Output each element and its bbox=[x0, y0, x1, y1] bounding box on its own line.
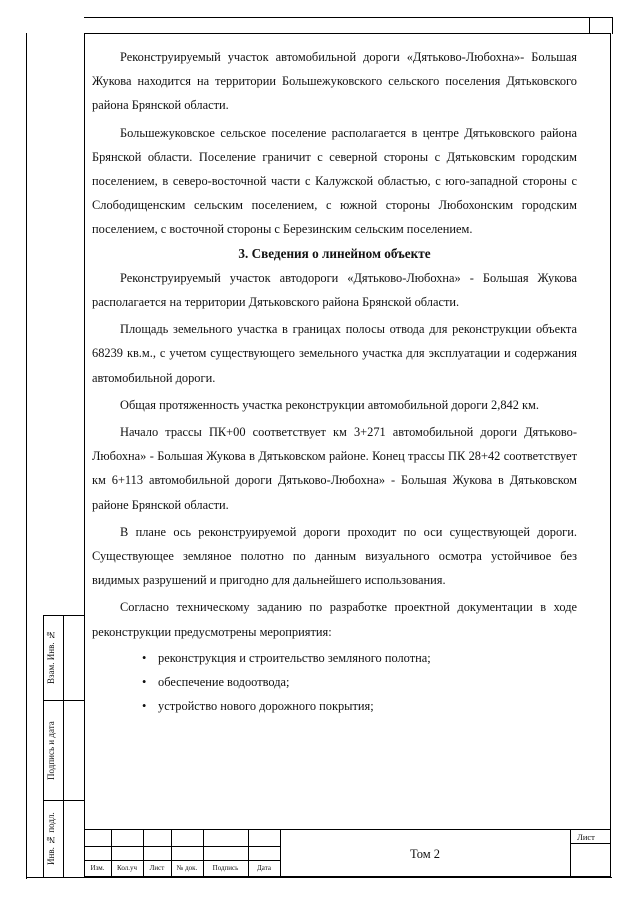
title-block-row-line bbox=[84, 860, 280, 861]
measures-list bbox=[92, 646, 577, 719]
side-label-inv: Инв. № подл. bbox=[46, 812, 56, 866]
sheet-label: Лист bbox=[577, 832, 595, 842]
bullet-icon: • bbox=[142, 650, 147, 665]
col-list: Лист bbox=[149, 864, 165, 872]
bullet-icon: • bbox=[142, 699, 147, 714]
paragraph: Реконструируемый участок автомобильной дороги «Дятьково-Любохна»- Большая Жукова находится на территории Большежуковского сельского поселения Дятьковского района Брянской области. bbox=[92, 50, 577, 113]
list-item-text: реконструкция и строительство земляного полотна; bbox=[158, 650, 431, 665]
side-label-vzam: Взам. Инв. № bbox=[46, 630, 56, 684]
col-kol-uch: Кол.уч bbox=[117, 864, 137, 872]
list-item bbox=[92, 670, 577, 694]
list-item-text: обеспечение водоотвода; bbox=[158, 675, 290, 690]
side-stamp-mid-line bbox=[63, 615, 64, 877]
col-izm: Изм. bbox=[90, 864, 105, 872]
side-stamp-top-line bbox=[43, 615, 84, 616]
top-corner-tab bbox=[589, 17, 613, 34]
list-item-text: устройство нового дорожного покрытия; bbox=[158, 699, 374, 714]
side-label-podpis: Подпись и дата bbox=[46, 721, 56, 780]
top-tab-line bbox=[84, 17, 589, 34]
volume-label: Том 2 bbox=[410, 847, 440, 861]
bullet-icon: • bbox=[142, 675, 147, 690]
side-stamp-div-1 bbox=[43, 700, 84, 701]
col-n-dok: № док. bbox=[176, 864, 198, 872]
paragraph: Реконструируемый участок автодороги «Дятьково-Любохна» - Большая Жукова располагается на территории Дятьковского района Брянской области. bbox=[92, 270, 577, 310]
title-block-row-line bbox=[84, 846, 280, 847]
section-heading: 3. Сведения о линейном объекте bbox=[238, 245, 431, 261]
paragraph: Согласно техническому заданию по разработке проектной документации в ходе реконструкции предусмотрены мероприятия: bbox=[92, 600, 577, 639]
paragraph: В плане ось реконструируемой дороги проходит по оси существующей дороги. Существующее земляное полотно по данным визуального осмотра устойчивое без видимых разрушений и пригодно для дальнейшего использования. bbox=[92, 524, 577, 588]
paragraph: Начало трассы ПК+00 соответствует км 3+271 автомобильной дороги Дятьково-Любохна» - Большая Жукова в Дятьковском районе. Конец трассы ПК 28+42 соответствует км 6+113 автомобильной дороги Дятьково-Любохна» - Большая Жукова в Дятьковском районе Брянской области. bbox=[92, 425, 577, 512]
side-stamp-div-2 bbox=[43, 800, 84, 801]
col-data: Дата bbox=[257, 864, 271, 872]
title-block-top-line bbox=[84, 829, 611, 830]
side-stamp-left-line bbox=[43, 615, 44, 877]
col-podpis: Подпись bbox=[212, 864, 239, 872]
sheet-label-line bbox=[570, 843, 611, 844]
paragraph: Большежуковское сельское поселение располагается в центре Дятьковского района Брянской области. Поселение граничит с северной стороны с Дятьковским городским поселением, в северо-восточной части с Калужской областью, с юго-западной стороны с Слободищенским сельским поселением, с южной стороны Любохонским городским поселением, с восточной стороны с Березинским сельским поселением. bbox=[92, 125, 577, 237]
paragraph: Общая протяженность участка реконструкции автомобильной дороги 2,842 км. bbox=[120, 397, 539, 412]
list-item bbox=[92, 694, 577, 718]
list-item bbox=[92, 646, 577, 670]
paragraph: Площадь земельного участка в границах полосы отвода для реконструкции объекта 68239 кв.м., с учетом существующего земельного участка для эксплуатации и содержания автомобильной дороги. bbox=[92, 322, 577, 385]
bottom-outer-line bbox=[26, 877, 612, 878]
binding-margin-line bbox=[26, 33, 27, 879]
document-body bbox=[92, 45, 577, 718]
